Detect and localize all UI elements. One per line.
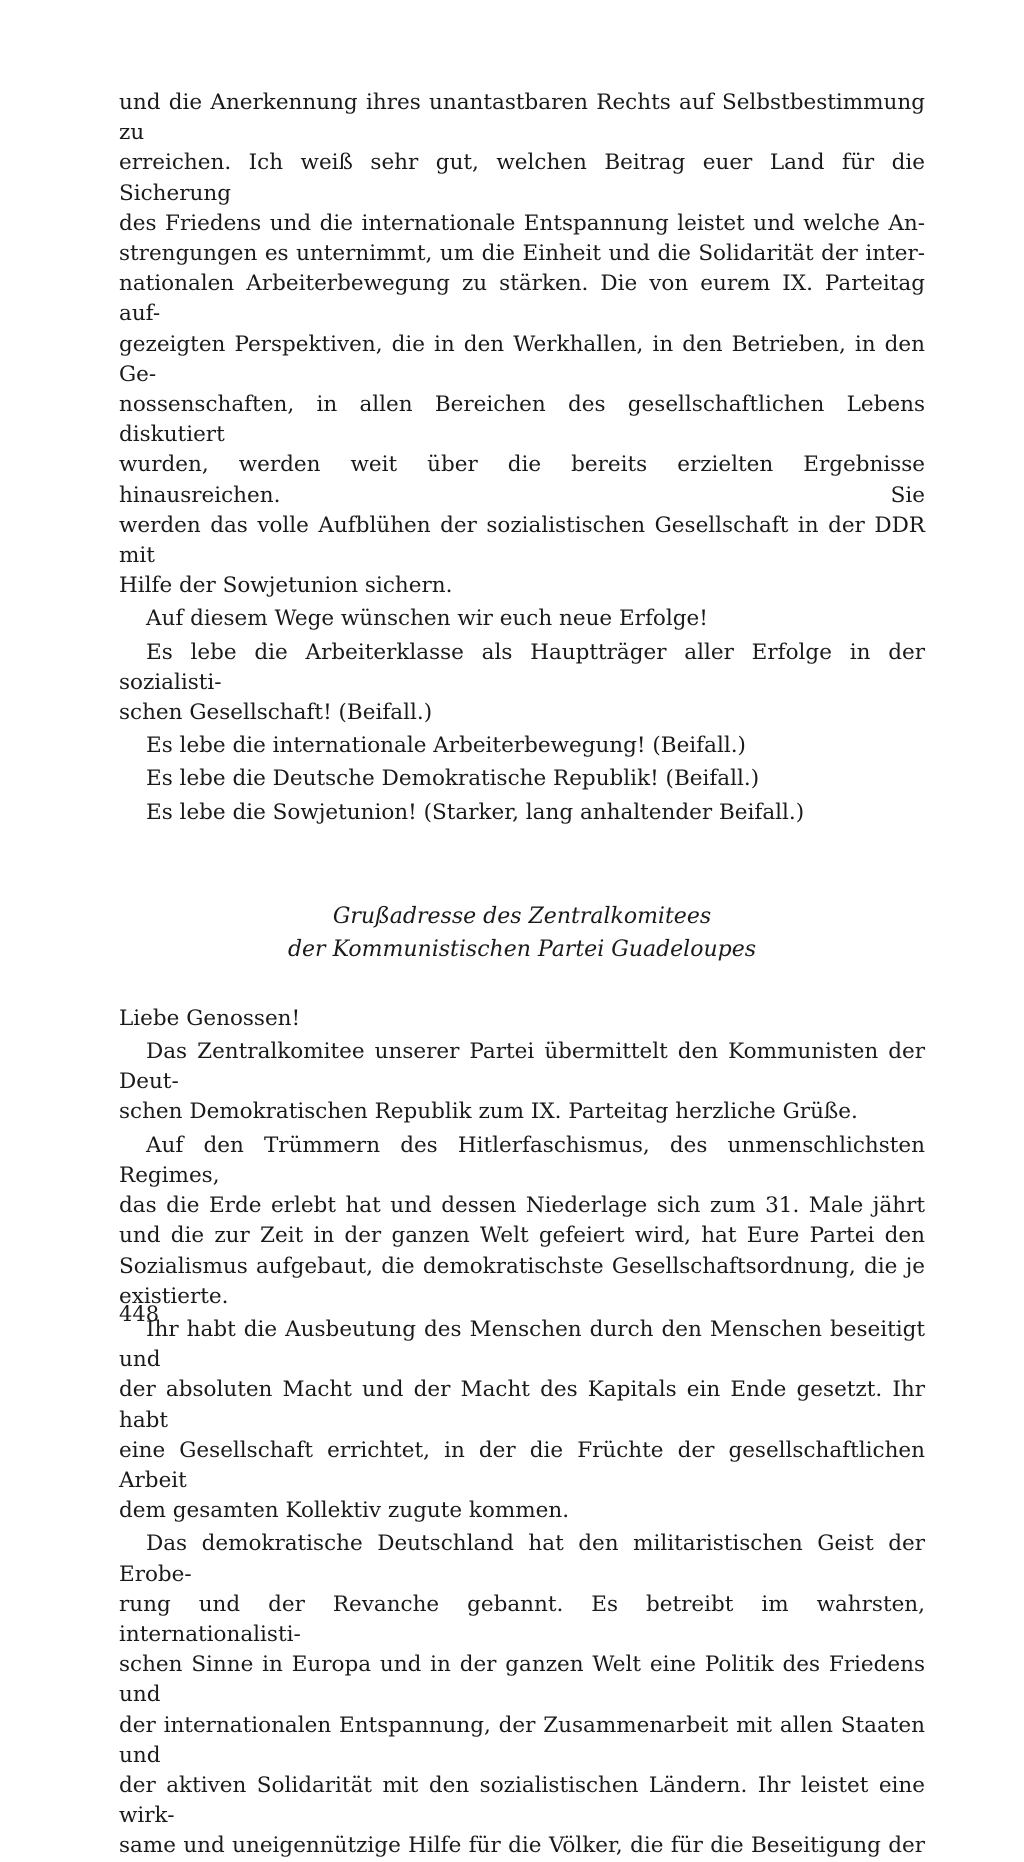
text-line: der aktiven Solidarität mit den sozialistischen Ländern. Ihr leistet eine wirk-	[119, 1772, 925, 1829]
salutation: Liebe Genossen!	[119, 1005, 301, 1031]
text-line: Hilfe der Sowjetunion sichern.	[119, 573, 453, 599]
text-line: der absoluten Macht und der Macht des Kapitals ein Ende gesetzt. Ihr habt	[119, 1377, 925, 1433]
paragraph-truemmer	[119, 1131, 925, 1312]
cheer-arbeiterbewegung: Es lebe die internationale Arbeiterbewegung! (Beifall.)	[146, 733, 746, 759]
text-line: nossenschaften, in allen Bereichen des gesellschaftlichen Lebens diskutiert	[119, 392, 925, 448]
paragraph-gruesse	[119, 1037, 925, 1128]
cheer-arbeiterklasse	[119, 638, 925, 729]
text-line: schen Demokratischen Republik zum IX. Parteitag herzliche Grüße.	[119, 1099, 858, 1125]
intro-paragraph	[119, 88, 925, 601]
text-line: strengungen es unternimmt, um die Einheit und die Solidarität der inter-	[119, 241, 925, 267]
text-line: Das demokratische Deutschland hat den militaristischen Geist der Erobe-	[119, 1531, 925, 1587]
paragraph-ausbeutung	[119, 1315, 925, 1526]
heading-line: Grußadresse des Zentralkomitees	[332, 903, 712, 929]
text-line: dem gesamten Kollektiv zugute kommen.	[119, 1498, 570, 1524]
text-line: nationalen Arbeiterbewegung zu stärken. Die von eurem IX. Parteitag auf-	[119, 271, 925, 327]
text-line: existierte.	[119, 1283, 229, 1309]
paragraph-deutschland	[119, 1529, 925, 1861]
text-line: rung und der Revanche gebannt. Es betreibt im wahrsten, internationalisti-	[119, 1591, 925, 1647]
text-line: same und uneigennützige Hilfe für die Völker, die für die Beseitigung der	[119, 1833, 925, 1859]
page-body	[119, 88, 925, 1862]
text-line: Es lebe die Arbeiterklasse als Hauptträger aller Erfolge in der sozialisti-	[119, 639, 925, 695]
text-line: gezeigten Perspektiven, die in den Werkhallen, in den Betrieben, in den Ge-	[119, 331, 925, 387]
text-line: Sozialismus aufgebaut, die demokratischste Gesellschaftsordnung, die je	[119, 1253, 925, 1279]
text-line: und die zur Zeit in der ganzen Welt gefeiert wird, hat Eure Partei den	[119, 1223, 925, 1249]
text-line: das die Erde erlebt hat und dessen Niederlage sich zum 31. Male jährt	[119, 1193, 925, 1219]
text-line: schen Gesellschaft! (Beifall.)	[119, 700, 433, 726]
text-line: eine Gesellschaft errichtet, in der die Früchte der gesellschaftlichen Arbeit	[119, 1437, 925, 1493]
cheer-sowjetunion: Es lebe die Sowjetunion! (Starker, lang anhaltender Beifall.)	[146, 799, 805, 825]
text-line: und die Anerkennung ihres unantastbaren Rechts auf Selbstbestimmung zu	[119, 90, 925, 146]
text-line: werden das volle Aufblühen der sozialistischen Gesellschaft in der DDR mit	[119, 512, 925, 569]
text-line: Das Zentralkomitee unserer Partei übermittelt den Kommunisten der Deut-	[119, 1039, 925, 1095]
cheer-ddr: Es lebe die Deutsche Demokratische Republik! (Beifall.)	[146, 766, 760, 792]
text-line: Auf den Trümmern des Hitlerfaschismus, des unmenschlichsten Regimes,	[119, 1132, 925, 1188]
text-line: wurden, werden weit über die bereits erzielten Ergebnisse hinausreichen. Sie	[119, 452, 925, 508]
page-number: 448	[119, 1302, 160, 1326]
section-heading	[119, 900, 925, 966]
wish-paragraph: Auf diesem Wege wünschen wir euch neue Erfolge!	[146, 606, 708, 632]
text-line: schen Sinne in Europa und in der ganzen Welt eine Politik des Friedens und	[119, 1652, 925, 1708]
text-line: Ihr habt die Ausbeutung des Menschen durch den Menschen beseitigt und	[119, 1316, 925, 1373]
heading-line: der Kommunistischen Partei Guadeloupes	[287, 936, 757, 962]
text-line: der internationalen Entspannung, der Zusammenarbeit mit allen Staaten und	[119, 1712, 925, 1768]
text-line: erreichen. Ich weiß sehr gut, welchen Beitrag euer Land für die Sicherung	[119, 150, 925, 206]
text-line: des Friedens und die internationale Entspannung leistet und welche An-	[119, 210, 925, 236]
